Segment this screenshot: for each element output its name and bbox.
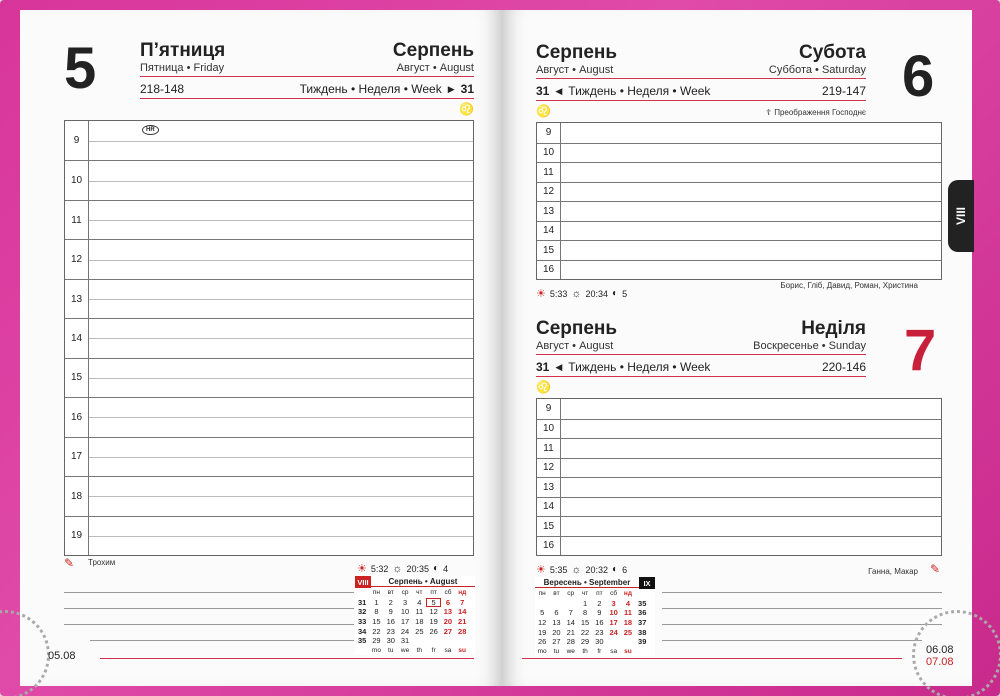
sun-header-line-2 (536, 376, 866, 377)
hour-label: 11 (537, 163, 561, 182)
calendar-week-number: 36 (638, 608, 647, 618)
calendar-day (564, 599, 578, 609)
hour-row[interactable] (537, 123, 941, 143)
calendar-day[interactable]: 13 (443, 607, 453, 617)
hour-row[interactable] (537, 419, 941, 439)
calendar-dow: вт (387, 589, 394, 597)
half-hour-line (89, 496, 473, 497)
hour-label: 15 (537, 241, 561, 260)
right-page (502, 10, 972, 686)
leo-zodiac-icon: ♌ (459, 102, 474, 116)
calendar-week-number: 31 (357, 597, 367, 607)
calendar-dow: fr (597, 647, 602, 655)
calendar-day[interactable]: 9 (597, 608, 602, 618)
calendar-dow: we (400, 646, 410, 654)
hour-row[interactable] (537, 399, 941, 419)
calendar-dow: вт (553, 590, 560, 598)
hour-row[interactable] (537, 240, 941, 260)
calendar-day (535, 599, 549, 609)
sun-sunrise: 5:35 (549, 564, 568, 575)
hour-row[interactable] (537, 497, 941, 517)
prev-arrow-icon[interactable]: ◀ (555, 85, 563, 96)
half-hour-line (89, 299, 473, 300)
calendar-day[interactable]: 25 (415, 626, 424, 636)
half-hour-line (89, 181, 473, 182)
calendar-day[interactable]: 1 (374, 597, 379, 607)
calendar-day[interactable]: 27 (552, 637, 561, 647)
calendar-dow: su (624, 647, 632, 655)
calendar-dow: mo (537, 647, 547, 655)
calendar-day[interactable]: 6 (554, 608, 559, 618)
left-week-number: 31 (460, 82, 474, 96)
left-cal-table (355, 588, 469, 655)
pencil-icon: ✎ (64, 556, 75, 570)
sunrise-icon: ☀ (536, 288, 546, 300)
hour-row[interactable] (65, 318, 473, 357)
calendar-day[interactable]: 18 (415, 617, 424, 627)
hour-label: 14 (537, 222, 561, 241)
sat-holiday-row (662, 108, 866, 117)
sat-header-line-2 (536, 100, 866, 101)
hour-label: 19 (65, 517, 89, 555)
calendar-dow: su (458, 646, 467, 654)
hour-row[interactable] (537, 162, 941, 182)
sat-name-day: Борис, Гліб, Давид, Роман, Христина (780, 281, 918, 290)
calendar-day (426, 636, 440, 646)
month-tab-label: VIII (953, 206, 968, 226)
hour-label: 12 (65, 240, 89, 278)
hour-row[interactable] (537, 516, 941, 536)
calendar-day[interactable]: 29 (372, 636, 381, 646)
calendar-day[interactable]: 26 (429, 626, 438, 636)
hour-label: 16 (537, 261, 561, 280)
hour-row[interactable] (65, 476, 473, 515)
left-corner-date: 05.08 (48, 650, 76, 662)
hour-label: 16 (537, 537, 561, 556)
sat-day-sub: Суббота • Saturday (768, 64, 866, 76)
sun-day-sub: Воскресенье • Sunday (753, 340, 866, 352)
half-hour-line (89, 378, 473, 379)
sun-week-number: 31 (536, 360, 550, 374)
calendar-dow: th (416, 646, 423, 654)
calendar-dow: tu (553, 647, 560, 655)
calendar-day[interactable]: 19 (537, 627, 547, 637)
hr-badge-icon: HR (142, 125, 159, 135)
left-sun-row (357, 562, 448, 575)
left-header-line-2 (140, 98, 474, 99)
calendar-day[interactable]: 8 (374, 607, 379, 617)
calendar-dow: пн (538, 590, 546, 598)
calendar-week-number: 35 (638, 598, 647, 608)
calendar-day[interactable]: 10 (400, 607, 410, 617)
left-month: Серпень (392, 40, 474, 61)
calendar-dow: сб (444, 589, 452, 597)
note-line (64, 592, 354, 593)
hour-row[interactable] (65, 516, 473, 555)
calendar-day[interactable]: 23 (386, 626, 395, 636)
moon-icon: ◐ (433, 563, 440, 574)
hour-label: 15 (65, 359, 89, 397)
sat-day-of-year: 219-147 (821, 84, 866, 98)
calendar-day[interactable]: 2 (388, 597, 393, 607)
calendar-day (455, 636, 469, 646)
hour-row[interactable] (537, 182, 941, 202)
calendar-day (549, 599, 563, 609)
hour-label: 17 (65, 438, 89, 476)
calendar-day[interactable]: 21 (566, 627, 575, 637)
hour-row[interactable] (537, 536, 941, 556)
sunrise-icon: ☀ (357, 563, 367, 575)
sunset-icon: ☼ (571, 287, 582, 300)
sat-day-name: Субота (798, 42, 866, 63)
sun-week-label: Тиждень • Неделя • Week (568, 360, 711, 374)
calendar-day[interactable]: 15 (372, 617, 381, 627)
calendar-day[interactable]: 16 (595, 618, 604, 628)
calendar-day[interactable]: 19 (429, 617, 438, 627)
hour-label: 11 (65, 201, 89, 239)
calendar-day[interactable]: 25 (623, 627, 633, 637)
hour-row[interactable] (537, 221, 941, 241)
hour-row[interactable] (65, 200, 473, 239)
hour-label: 11 (537, 439, 561, 458)
calendar-day[interactable]: 18 (623, 618, 633, 628)
moon-icon: ◐ (612, 564, 619, 575)
sat-holiday: Преображення Господнє (774, 108, 866, 117)
calendar-day[interactable]: 27 (443, 626, 453, 636)
calendar-day[interactable]: 9 (388, 607, 393, 617)
right-cal-table (535, 589, 649, 656)
hour-label: 12 (537, 183, 561, 202)
calendar-day[interactable]: 14 (566, 618, 575, 628)
right-mini-calendar (535, 577, 655, 656)
hour-label: 10 (537, 420, 561, 439)
calendar-dow: сб (610, 590, 618, 598)
sun-name-day: Ганна, Макар (868, 567, 918, 576)
calendar-dow: we (566, 647, 575, 655)
moon-icon: ◐ (612, 288, 619, 299)
calendar-dow: sa (610, 647, 618, 655)
left-day-sub: Пятница • Friday (140, 62, 225, 74)
sun-header-line (536, 354, 866, 355)
calendar-dow: tu (388, 646, 394, 654)
calendar-day[interactable]: 8 (582, 608, 588, 618)
calendar-week-number: 34 (357, 626, 367, 636)
sun-hour-grid (536, 398, 942, 556)
calendar-day[interactable]: 30 (386, 636, 395, 646)
calendar-day[interactable]: 28 (566, 637, 575, 647)
note-line (64, 608, 354, 609)
calendar-day[interactable]: 5 (540, 608, 545, 618)
sat-week-row (536, 84, 710, 98)
hour-row[interactable] (537, 458, 941, 478)
calendar-day (412, 636, 426, 646)
calendar-dow: пт (430, 589, 437, 597)
calendar-day[interactable]: 10 (609, 608, 618, 618)
note-line (522, 658, 902, 659)
calendar-dow: нд (623, 590, 632, 598)
sat-month: Серпень (536, 42, 618, 63)
half-hour-line (89, 536, 473, 537)
calendar-day[interactable]: 31 (400, 636, 410, 646)
calendar-day[interactable]: 22 (372, 626, 381, 636)
note-line (662, 640, 922, 641)
hour-label: 14 (65, 319, 89, 357)
sat-day-number: 6 (902, 44, 935, 109)
sat-hour-grid (536, 122, 942, 280)
sun-sun-row (536, 563, 627, 576)
calendar-week-number: 39 (638, 637, 647, 647)
calendar-day[interactable]: 14 (458, 607, 467, 617)
calendar-day[interactable]: 30 (595, 637, 604, 647)
sun-sunset: 20:32 (585, 564, 609, 575)
left-sunset: 20:35 (406, 563, 430, 574)
calendar-day[interactable]: 17 (609, 618, 618, 628)
left-day-of-year: 218-148 (140, 82, 185, 96)
calendar-dow: ср (401, 589, 409, 597)
right-corner-date-2: 07.08 (926, 656, 954, 668)
calendar-day[interactable]: 3 (402, 597, 408, 607)
half-hour-line (89, 417, 473, 418)
calendar-cell (635, 589, 649, 599)
right-cal-roman: IX (639, 577, 655, 589)
calendar-day[interactable]: 23 (595, 627, 604, 637)
calendar-day[interactable]: 13 (552, 618, 561, 628)
next-arrow-icon[interactable]: ▶ (447, 83, 455, 94)
left-name-day: Трохим (88, 558, 116, 567)
calendar-week-number: 35 (357, 636, 367, 646)
calendar-day[interactable]: 20 (552, 627, 561, 637)
sun-week-row (536, 360, 710, 374)
note-line (100, 658, 474, 659)
calendar-day[interactable]: 24 (609, 627, 618, 637)
calendar-day[interactable]: 28 (458, 626, 467, 636)
left-cal-title: Серпень • August (371, 577, 475, 587)
sun-moon: 6 (622, 564, 628, 575)
right-cal-title: Вересень • September (535, 578, 639, 588)
calendar-week-number: 37 (638, 618, 647, 628)
calendar-dow: нд (458, 589, 467, 597)
calendar-dow: fr (431, 646, 436, 654)
left-moon: 4 (443, 563, 449, 574)
left-day-number: 5 (64, 36, 97, 101)
calendar-cell (635, 647, 649, 657)
sat-moon: 5 (622, 288, 628, 299)
calendar-day[interactable]: 24 (400, 626, 410, 636)
calendar-dow: sa (444, 646, 452, 654)
sunset-icon: ☼ (392, 562, 403, 575)
hour-label: 9 (537, 123, 561, 143)
calendar-day[interactable]: 3 (611, 598, 616, 608)
calendar-day[interactable]: 29 (580, 637, 590, 647)
left-cal-roman: VIII (355, 576, 371, 588)
calendar-dow: th (582, 647, 588, 655)
left-hour-grid (64, 120, 474, 556)
cross-icon: ☦ (766, 108, 772, 117)
sun-month-sub: Август • August (536, 340, 614, 352)
calendar-day[interactable]: 17 (400, 617, 410, 627)
hour-label: 15 (537, 517, 561, 536)
half-hour-line (89, 141, 473, 142)
hour-row[interactable] (537, 260, 941, 280)
sat-sunrise: 5:33 (549, 288, 568, 299)
calendar-day[interactable]: 7 (460, 597, 465, 607)
hour-row[interactable] (537, 201, 941, 221)
calendar-cell (355, 646, 369, 656)
calendar-day[interactable]: 26 (537, 637, 547, 647)
hour-row[interactable] (537, 438, 941, 458)
leo-zodiac-icon: ♌ (536, 104, 551, 118)
hour-row[interactable] (65, 239, 473, 278)
sunset-icon: ☼ (571, 563, 582, 576)
sat-week-label: Тиждень • Неделя • Week (568, 84, 711, 98)
calendar-day (621, 637, 635, 647)
calendar-dow: чт (416, 589, 423, 597)
sun-month: Серпень (536, 318, 618, 339)
sun-day-name: Неділя (801, 318, 866, 339)
note-line (662, 608, 942, 609)
sun-day-of-year: 220-146 (821, 360, 866, 374)
sat-sunset: 20:34 (585, 288, 609, 299)
note-line (64, 624, 354, 625)
calendar-dow: пн (372, 589, 380, 597)
pencil-icon: ✎ (930, 562, 941, 576)
half-hour-line (89, 260, 473, 261)
hour-row[interactable] (65, 358, 473, 397)
hour-label: 13 (537, 478, 561, 497)
calendar-day[interactable]: 4 (417, 597, 422, 607)
prev-arrow-icon[interactable]: ◀ (555, 361, 563, 372)
hour-label: 16 (65, 398, 89, 436)
calendar-dow: чт (581, 590, 589, 598)
left-week-row (300, 82, 474, 96)
hour-row[interactable] (65, 279, 473, 318)
hour-label: 9 (537, 399, 561, 419)
note-line (662, 624, 942, 625)
left-sunrise: 5:32 (370, 563, 389, 574)
hour-row[interactable] (537, 143, 941, 163)
left-mini-calendar (355, 576, 475, 655)
half-hour-line (89, 220, 473, 221)
hour-row[interactable] (65, 121, 473, 160)
calendar-day (441, 636, 455, 646)
hour-label: 9 (65, 121, 89, 160)
calendar-day[interactable]: 12 (429, 607, 438, 617)
calendar-day[interactable]: 4 (625, 598, 631, 608)
hour-row[interactable] (65, 397, 473, 436)
sat-week-number: 31 (536, 84, 550, 98)
leo-zodiac-icon: ♌ (536, 380, 551, 394)
calendar-day[interactable]: 11 (415, 607, 424, 617)
left-month-sub: Август • August (396, 62, 474, 74)
sat-sun-row (536, 287, 627, 300)
hour-label: 18 (65, 477, 89, 515)
sun-day-number: 7 (904, 318, 937, 383)
calendar-day[interactable]: 6 (445, 597, 451, 607)
calendar-week-number: 32 (357, 607, 367, 617)
hour-label: 13 (65, 280, 89, 318)
sunrise-icon: ☀ (536, 564, 546, 576)
hour-row[interactable] (65, 437, 473, 476)
calendar-dow: mo (371, 646, 381, 654)
calendar-day[interactable]: 2 (597, 598, 602, 608)
hour-label: 10 (65, 161, 89, 199)
hour-label: 10 (537, 144, 561, 163)
month-tab-viii[interactable] (948, 180, 974, 252)
calendar-day[interactable]: 20 (443, 617, 453, 627)
note-line (90, 640, 354, 641)
calendar-day[interactable]: 11 (623, 608, 632, 618)
calendar-day[interactable]: 1 (582, 598, 588, 608)
calendar-day[interactable]: 16 (386, 617, 395, 627)
perforation-corner (0, 610, 50, 696)
hour-row[interactable] (537, 477, 941, 497)
right-corner-date-1: 06.08 (926, 644, 954, 656)
left-header-line (140, 76, 474, 77)
sat-month-sub: Август • August (536, 64, 614, 76)
calendar-day[interactable]: 7 (568, 608, 573, 618)
hour-label: 12 (537, 459, 561, 478)
sat-header-line (536, 78, 866, 79)
calendar-week-number: 38 (638, 627, 647, 637)
half-hour-line (89, 338, 473, 339)
calendar-day (606, 637, 620, 647)
calendar-dow: пт (596, 590, 603, 598)
note-line (662, 592, 942, 593)
calendar-dow: ср (567, 590, 575, 598)
half-hour-line (89, 457, 473, 458)
calendar-cell (355, 588, 369, 598)
calendar-day[interactable]: 15 (580, 618, 590, 628)
hour-label: 14 (537, 498, 561, 517)
calendar-day[interactable]: 12 (537, 618, 547, 628)
calendar-day[interactable]: 22 (580, 627, 590, 637)
calendar-day[interactable]: 5 (426, 598, 440, 608)
hour-label: 13 (537, 202, 561, 221)
left-page (20, 10, 502, 686)
left-week-label: Тиждень • Неделя • Week (299, 82, 442, 96)
calendar-week-number: 33 (357, 617, 367, 627)
hour-row[interactable] (65, 160, 473, 199)
calendar-day[interactable]: 21 (458, 617, 467, 627)
left-day-name: П’ятниця (140, 40, 226, 61)
